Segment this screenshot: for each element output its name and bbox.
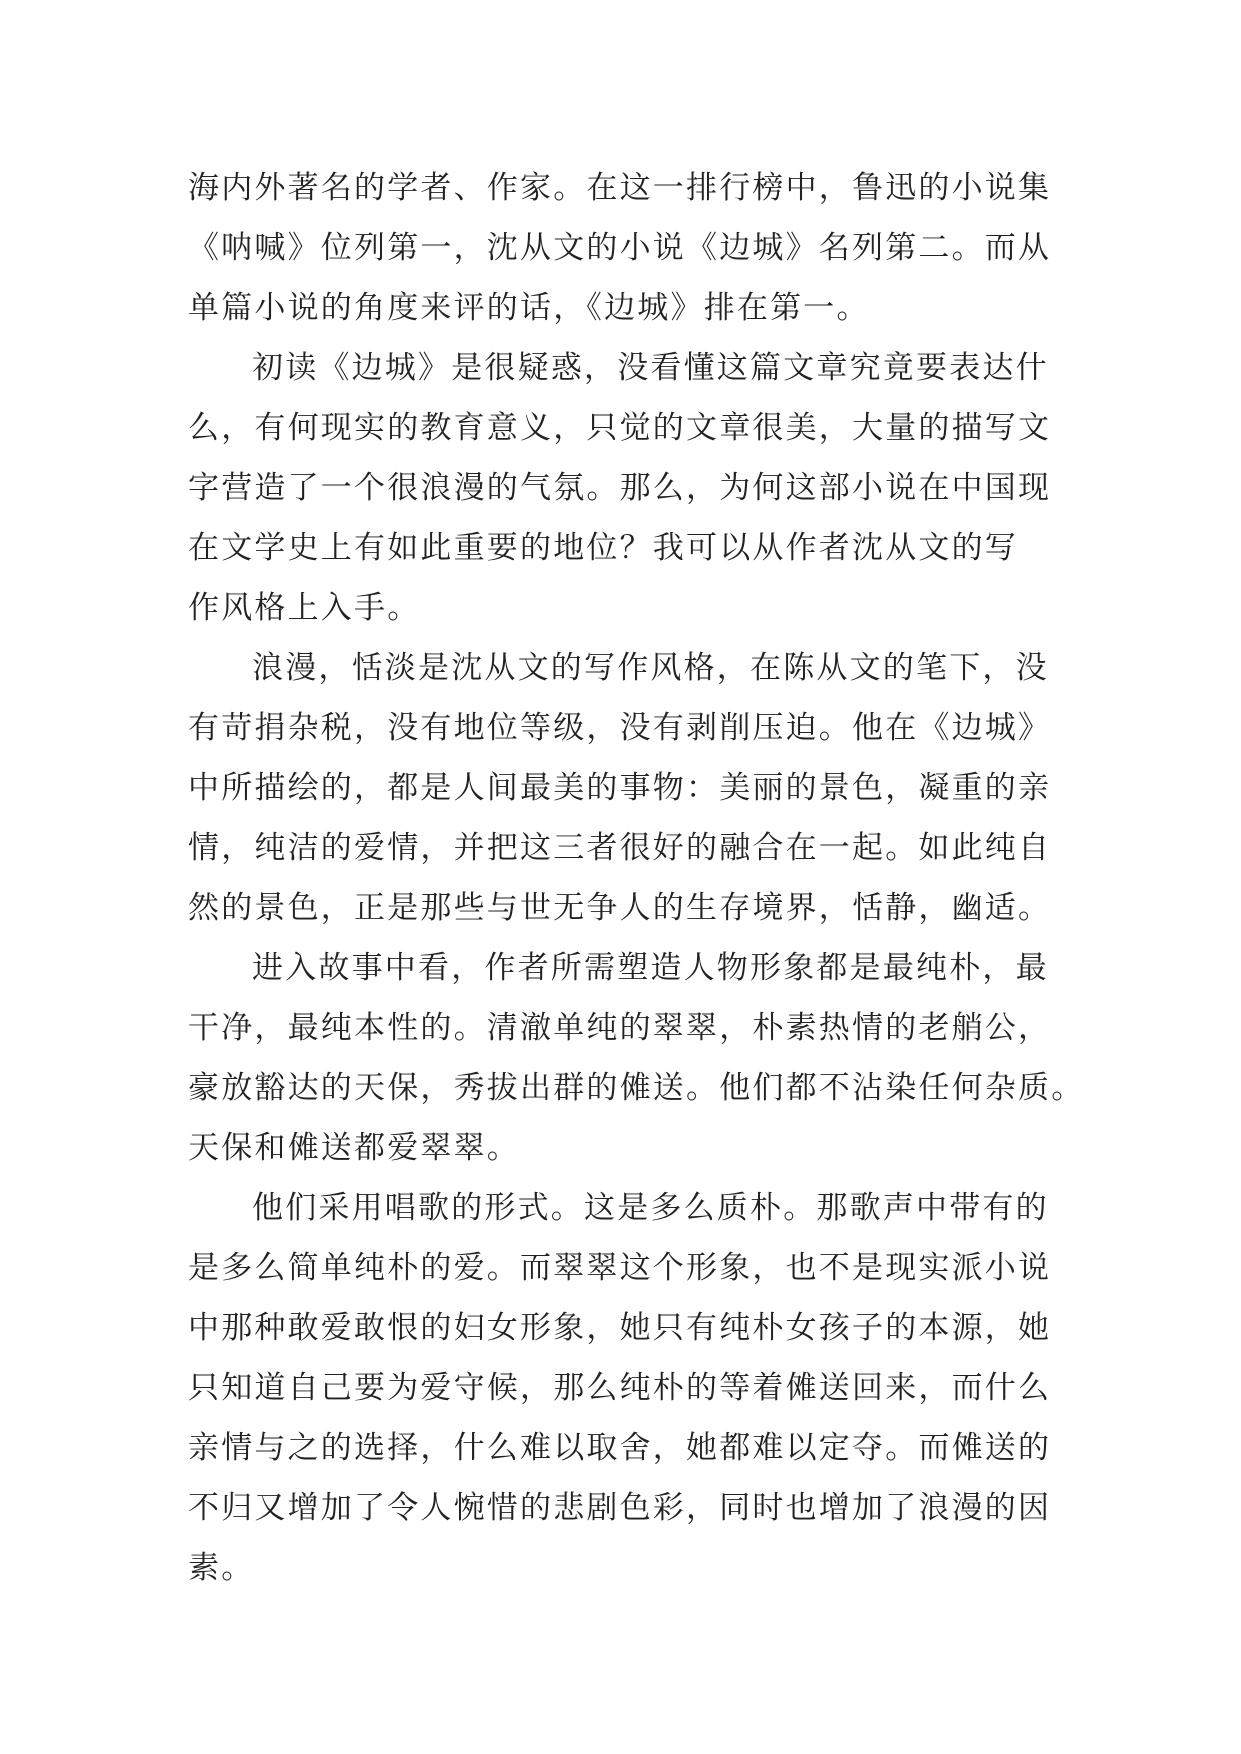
paragraph (188, 938, 1085, 1178)
text-line: 然的景色，正是那些与世无争人的生存境界，恬静，幽适。 (188, 890, 1052, 926)
text-line: 只知道自己要为爱守候，那么纯朴的等着傩送回来，而什么 (188, 1370, 1052, 1406)
text-line: 不归又增加了令人惋惜的悲剧色彩，同时也增加了浪漫的因 (188, 1490, 1052, 1526)
text-line: 在文学史上有如此重要的地位？我可以从作者沈从文的写 (188, 530, 1018, 566)
text-line: 单篇小说的角度来评的话，《边城》排在第一。 (188, 290, 870, 326)
document-body (188, 158, 1085, 1598)
text-line: 进入故事中看，作者所需塑造人物形象都是最纯朴，最 (252, 950, 1049, 986)
text-line: 初读《边城》是很疑惑，没看懂这篇文章究竟要表达什 (252, 350, 1049, 386)
text-line: 干净，最纯本性的。清澈单纯的翠翠，朴素热情的老艄公， (188, 1010, 1052, 1046)
text-line: 海内外著名的学者、作家。在这一排行榜中，鲁迅的小说集 (188, 170, 1052, 206)
paragraph (188, 1178, 1068, 1598)
text-line: 亲情与之的选择，什么难以取舍，她都难以定夺。而傩送的 (188, 1430, 1052, 1466)
text-line: 素。 (188, 1550, 255, 1586)
text-line: 中那种敢爱敢恨的妇女形象，她只有纯朴女孩子的本源，她 (188, 1310, 1052, 1346)
text-line: 么，有何现实的教育意义，只觉的文章很美，大量的描写文 (188, 410, 1052, 446)
text-line: 他们采用唱歌的形式。这是多么质朴。那歌声中带有的 (252, 1190, 1049, 1226)
paragraph (188, 158, 1068, 338)
text-line: 情，纯洁的爱情，并把这三者很好的融合在一起。如此纯自 (188, 830, 1052, 866)
text-line: 作风格上入手。 (188, 590, 421, 626)
text-line: 豪放豁达的天保，秀拔出群的傩送。他们都不沾染任何杂质。 (188, 1070, 1085, 1106)
text-line: 字营造了一个很浪漫的气氛。那么，为何这部小说在中国现 (188, 470, 1052, 506)
text-line: 有苛捐杂税，没有地位等级，没有剥削压迫。他在《边城》 (188, 710, 1052, 746)
paragraph (188, 338, 1068, 638)
text-line: 天保和傩送都爱翠翠。 (188, 1130, 520, 1166)
text-line: 中所描绘的，都是人间最美的事物：美丽的景色，凝重的亲 (188, 770, 1052, 806)
paragraph (188, 638, 1068, 938)
text-line: 《呐喊》位列第一，沈从文的小说《边城》名列第二。而从 (188, 230, 1052, 266)
text-line: 是多么简单纯朴的爱。而翠翠这个形象，也不是现实派小说 (188, 1250, 1052, 1286)
text-line: 浪漫，恬淡是沈从文的写作风格，在陈从文的笔下，没 (252, 650, 1049, 686)
